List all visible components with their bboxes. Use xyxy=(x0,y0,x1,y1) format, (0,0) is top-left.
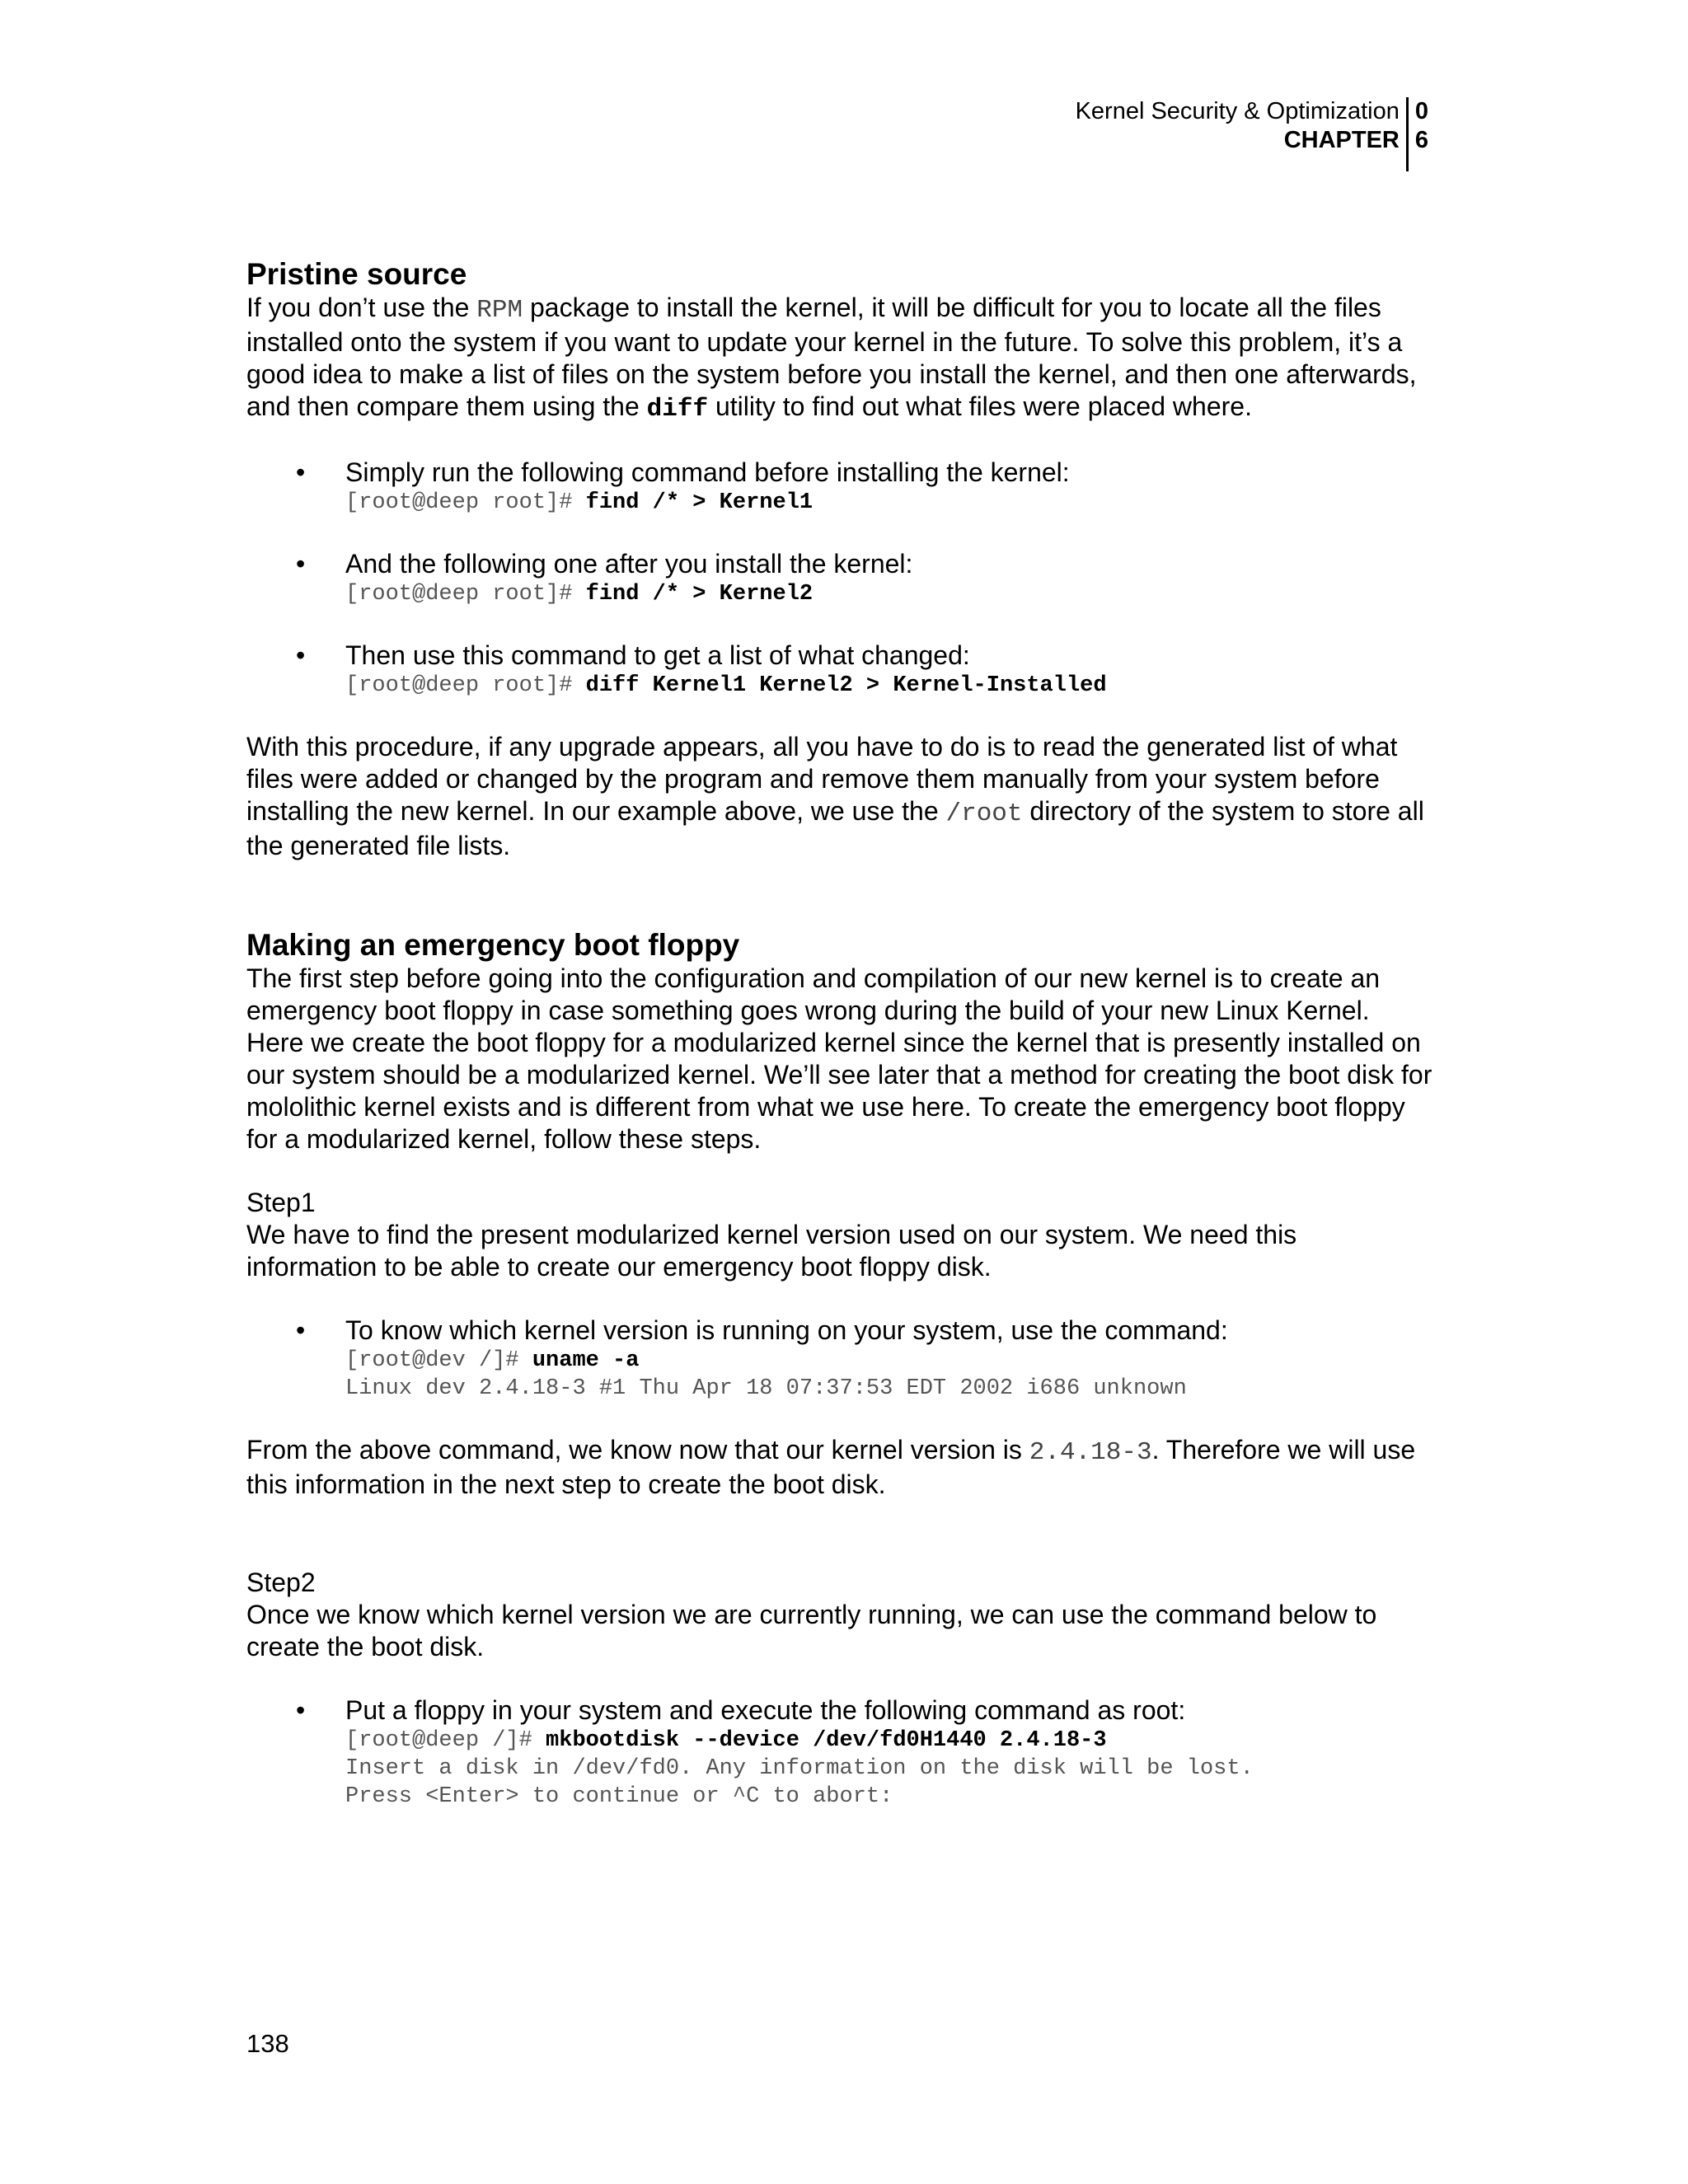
step1-label: Step1 xyxy=(246,1188,316,1217)
section-heading-pristine-source: Pristine source xyxy=(246,257,467,291)
text: With this procedure, if any upgrade appears, all you have to do is to read the generated list of what files were added or changed by the program and remove them manually from your system before installing the new kernel. In our example above, we use the xyxy=(246,732,1398,826)
code-line xyxy=(345,580,1433,608)
step1-after-paragraph xyxy=(246,1434,1433,1501)
code-line xyxy=(345,672,1433,700)
header-left xyxy=(1076,97,1406,171)
shell-prompt: [root@deep root]# xyxy=(345,582,586,607)
code-output: Insert a disk in /dev/fd0. Any information on the disk will be lost. xyxy=(345,1756,1254,1781)
bullet-icon: • xyxy=(296,640,306,670)
emergency-paragraph: The first step before going into the configuration and compilation of our new kernel is to create an emergency boot floppy in case something goes wrong during the build of your new Linux Kernel. Here we create the boot floppy for a modularized kernel since the kernel that is presently installed on our system should be a modularized kernel. We’ll see later that a method for creating the boot disk for mololithic kernel exists and is different from what we use here. To create the emergency boot floppy for a modularized kernel, follow these steps. xyxy=(246,963,1432,1154)
header-chapter-number xyxy=(1409,97,1428,171)
bullet-lead: And the following one after you install the kernel: xyxy=(345,549,913,579)
page-number: 138 xyxy=(246,2029,289,2058)
shell-command: mkbootdisk --device /dev/fd0H1440 2.4.18-3 xyxy=(546,1728,1107,1753)
bullet-icon: • xyxy=(296,1695,306,1725)
list-item xyxy=(246,1315,1433,1403)
shell-command: diff Kernel1 Kernel2 > Kernel-Installed xyxy=(585,673,1107,698)
page-header xyxy=(1076,97,1428,171)
step1-bullet-list xyxy=(246,1315,1433,1403)
chapter-digit-2: 6 xyxy=(1414,127,1428,153)
text: package to install the kernel, it will be difficult for you to locate all the files installed onto the system if you want to update your kernel in the future. To solve this problem, it’s a good idea to make a list of files on the system before you install the kernel, and then one afterwards, and then compare them using the xyxy=(246,293,1417,421)
step1-paragraph: We have to find the present modularized kernel version used on our system. We need this information to be able to create our emergency boot floppy disk. xyxy=(246,1220,1297,1282)
shell-command: find /* > Kernel1 xyxy=(585,490,814,515)
bullet-lead: To know which kernel version is running on your system, use the command: xyxy=(345,1315,1228,1345)
shell-prompt: [root@deep /]# xyxy=(345,1728,546,1753)
pristine-paragraph xyxy=(246,292,1433,425)
bullet-icon: • xyxy=(296,549,306,579)
page-content xyxy=(246,257,1433,1811)
step2-label: Step2 xyxy=(246,1568,316,1597)
inline-code-version: 2.4.18-3 xyxy=(1029,1438,1152,1467)
shell-prompt: [root@dev /]# xyxy=(345,1348,532,1373)
text: If you don’t use the xyxy=(246,293,477,322)
list-item xyxy=(246,1694,1433,1811)
code-line xyxy=(345,1347,1433,1375)
text: . Therefore we will use this information in the next step to create the boot disk. xyxy=(246,1435,1416,1499)
shell-command: find /* > Kernel2 xyxy=(585,582,814,607)
bullet-icon: • xyxy=(296,457,306,487)
inline-code-rpm: RPM xyxy=(476,296,523,325)
bullet-lead: Simply run the following command before installing the kernel: xyxy=(345,457,1070,487)
step2-paragraph: Once we know which kernel version we are currently running, we can use the command below to create the boot disk. xyxy=(246,1600,1377,1661)
list-item xyxy=(246,457,1433,517)
list-item xyxy=(246,640,1433,700)
bullet-lead: Then use this command to get a list of what changed: xyxy=(345,640,970,670)
bullet-icon: • xyxy=(296,1315,306,1345)
step2-bullet-list xyxy=(246,1694,1433,1811)
code-line xyxy=(345,1727,1433,1755)
list-item xyxy=(246,548,1433,608)
header-title: Kernel Security & Optimization xyxy=(1075,98,1400,124)
procedure-paragraph xyxy=(246,731,1433,862)
text: directory of the system to store all the generated file lists. xyxy=(246,796,1424,860)
shell-command: uname -a xyxy=(532,1348,640,1373)
shell-prompt: [root@deep root]# xyxy=(345,673,586,698)
code-output: Press <Enter> to continue or ^C to abort: xyxy=(345,1784,893,1809)
header-chapter-label: CHAPTER xyxy=(1283,127,1400,153)
inline-code-diff: diff xyxy=(646,395,709,424)
inline-code-root: /root xyxy=(945,799,1023,828)
pristine-bullet-list xyxy=(246,457,1433,700)
section-heading-emergency-boot: Making an emergency boot floppy xyxy=(246,928,740,962)
chapter-digit-1: 0 xyxy=(1414,98,1428,124)
text: From the above command, we know now that our kernel version is xyxy=(246,1435,1029,1465)
bullet-lead: Put a floppy in your system and execute the following command as root: xyxy=(345,1695,1186,1725)
text: utility to find out what files were placed where. xyxy=(708,391,1252,421)
code-output: Linux dev 2.4.18-3 #1 Thu Apr 18 07:37:53 EDT 2002 i686 unknown xyxy=(345,1376,1187,1401)
code-line xyxy=(345,489,1433,517)
shell-prompt: [root@deep root]# xyxy=(345,490,586,515)
